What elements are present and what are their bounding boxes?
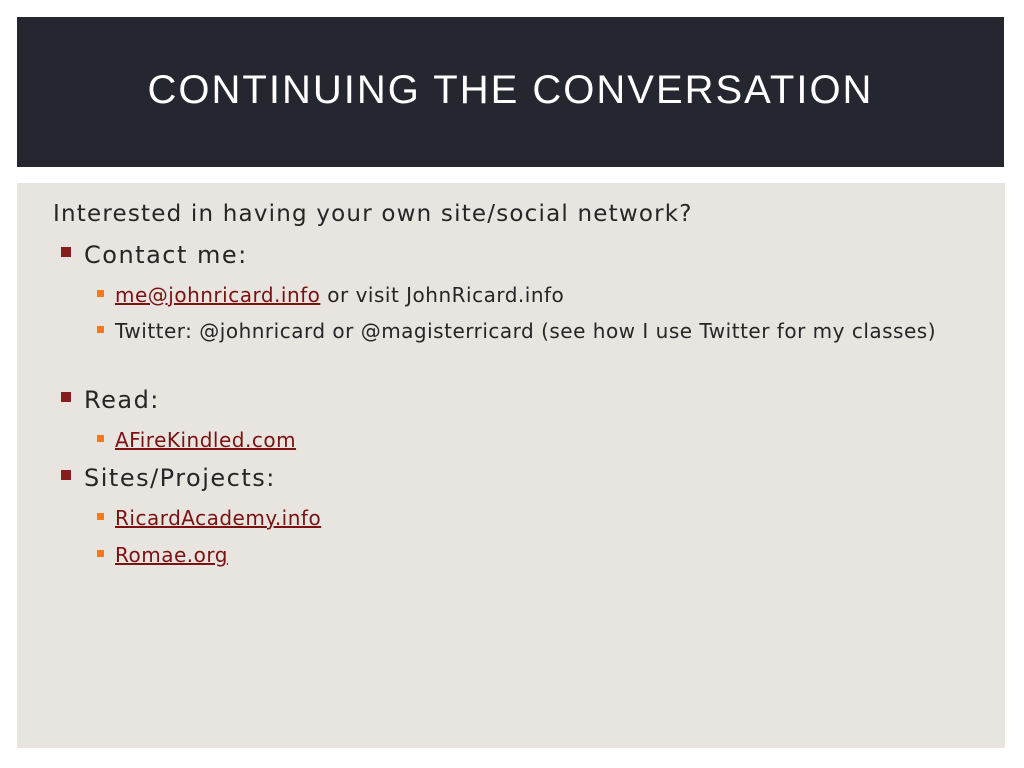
list-item-twitter (97, 316, 977, 347)
list-item-email (97, 280, 977, 311)
list-item-ricardacademy (97, 503, 977, 534)
square-bullet-icon (97, 550, 104, 557)
list-item-text: Twitter: @johnricard or @magisterricard (see how I use Twitter for my classes) (115, 319, 937, 343)
square-bullet-icon (61, 247, 71, 257)
square-bullet-icon (97, 290, 104, 297)
section-sites-projects (61, 464, 276, 492)
content-panel (17, 183, 1005, 748)
romae-link[interactable]: Romae.org (115, 543, 228, 567)
list-item-afirekindled (97, 425, 977, 456)
section-contact (61, 241, 248, 269)
email-link[interactable]: me@johnricard.info (115, 283, 321, 307)
intro-text: Interested in having your own site/social network? (53, 201, 693, 227)
list-item-text: or visit JohnRicard.info (320, 283, 565, 307)
ricardacademy-link[interactable]: RicardAcademy.info (115, 506, 322, 530)
square-bullet-icon (97, 513, 104, 520)
title-bar (17, 17, 1004, 167)
section-label: Sites/Projects: (84, 464, 276, 492)
section-label: Read: (84, 386, 160, 414)
slide-title: CONTINUING THE CONVERSATION (147, 67, 874, 112)
square-bullet-icon (97, 435, 104, 442)
list-item-romae (97, 540, 977, 571)
square-bullet-icon (97, 326, 104, 333)
square-bullet-icon (61, 392, 71, 402)
section-label: Contact me: (84, 241, 248, 269)
afirekindled-link[interactable]: AFireKindled.com (115, 428, 297, 452)
square-bullet-icon (61, 470, 71, 480)
section-read (61, 386, 160, 414)
